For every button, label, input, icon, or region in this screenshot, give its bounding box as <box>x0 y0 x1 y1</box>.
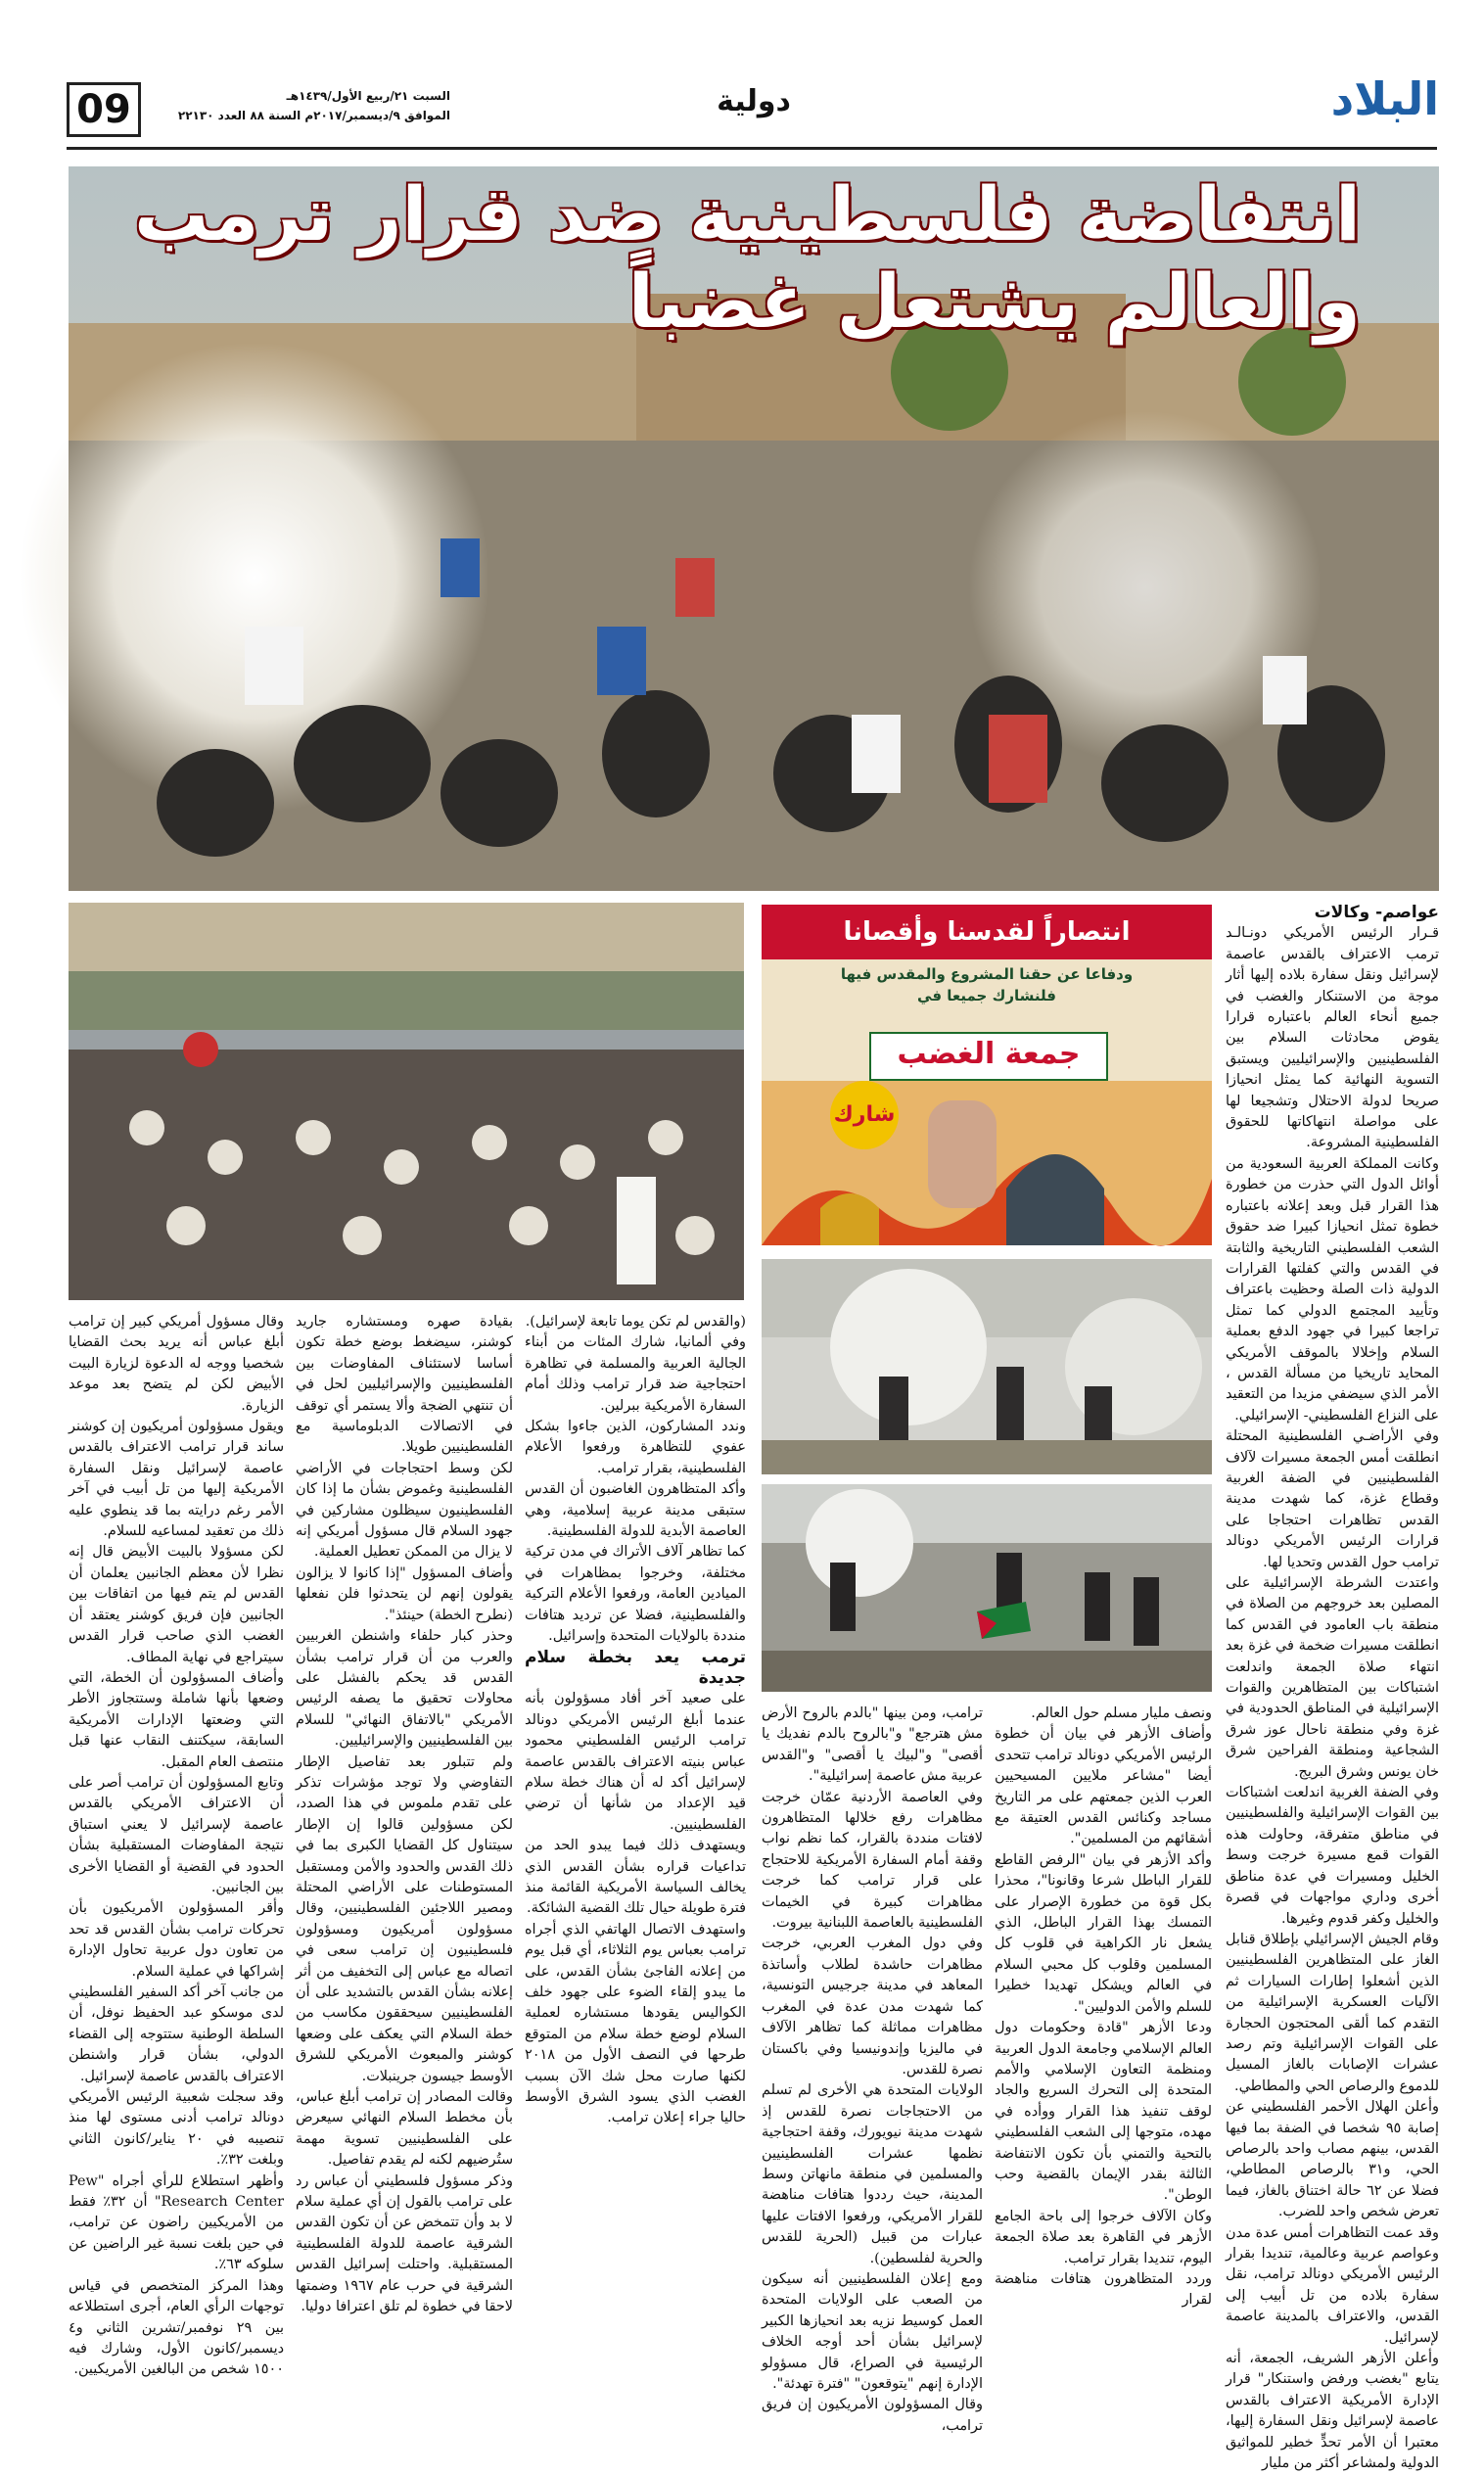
tear-gas-photo <box>762 1259 1212 1474</box>
paragraph: وقالت المصادر إن ترامب أبلغ عباس، بأن مخطط السلام النهائي سيعرض على الفلسطينيين تسوية مهمة ستُرضيهم لكنه لم يقدم تفاصيل. <box>296 2089 513 2169</box>
clash-photo <box>762 1484 1212 1692</box>
date-block <box>157 86 450 125</box>
poster-subtitle: ودفاعا عن حقنا المشروع والمقدس فيها فلنشارك جميعا في <box>840 965 1134 1004</box>
paragraph: وأضاف المسؤول "إذا كانوا لا يزالون يقولون إنهم لن يتحدثوا فلن نفعلها (نطرح الخطة) حينئذ". <box>296 1564 513 1623</box>
column-center <box>296 1312 513 2315</box>
paragraph: وفي الأراضـي الفلسطينية المحتلة انطلقت أمس الجمعة مسيرات لآلاف الفلسطينيين في الضفة الغربية وقطاع غزة، كما شهدت مدينة القدس تظاهرات احتجاجا على قرارات الرئيس الأمريكي دونالد ترامب حول القدس وتحديا لها. <box>1226 1428 1439 1570</box>
paragraph: وقد سجلت شعبية الرئيس الأمريكي دونالد ترامب أدنى مستوى لها منذ تنصيبه في ٢٠ يناير/كانون الثاني وبلغت ٣٢٪. <box>69 2089 284 2169</box>
dome-fist-art <box>762 1081 1212 1245</box>
page-number: 09 <box>67 82 141 137</box>
headline-band <box>78 169 1361 345</box>
paragraph: وفي العاصمة الأردنية عمّان خرجت مظاهرات رفع خلالها المتظاهرون لافتات منددة بالقرار، كما نظم نواب وقفة أمام السفارة الأمريكية للاحتجاج على قرار ترامب كما خرجت مظاهرات كبيرة في الخيمات الفلسطينية بالعاصمة اللبنانية بيروت. <box>762 1789 983 1932</box>
paragraph: وقال المسؤولون الأمريكيون إن فريق ترامب، <box>762 2397 983 2434</box>
paragraph: من جانب آخر أكد السفير الفلسطيني لدى موسكو عبد الحفيظ نوفل، أن السلطة الوطنية ستتوجه إلى القضاء الدولي، بشأن قرار واشنطن الاعتراف بالقدس عاصمة لإسرائيل. <box>69 1984 284 2084</box>
paragraph: وكانت المملكة العربية السعودية من أوائل الدول التي حذرت من خطورة هذا القرار قبل وبعد إعلانه باعتباره خطوة تمثل انحيازا كبيرا ضد حقوق الشعب الفلسطيني التاريخية والثابتة في القدس والتي كفلتها القرارات الدولية ذات الصلة وحظيت باعتراف وتأييد المجتمع الدولي كما تمثل تراجعا كبيرا في جهود الدفع بعملية السلام وإخلالا بالموقف الأمريكي المحايد تاريخيا من مسألة القدس ، الأمر الذي سيضفي مزيدا من التعقيد على النزاع الفلسطيني- الإسرائيلي. <box>1226 1155 1439 1424</box>
paragraph: وقال مسؤول أمريكي كبير إن ترامب أبلغ عباس أنه يريد بحث القضايا شخصيا ووجه له الدعوة لزيارة البيت الأبيض لكن لم يتضح بعد موعد الزيارة. <box>69 1314 284 1414</box>
paragraph: وفي دول المغرب العربي، خرجت مظاهرات حاشدة لطلاب وأساتذة المعاهد في مدينة جرجيس التونسية، كما شهدت مدن عدة في المغرب مظاهرات مماثلة كما تظاهر الآلاف في ماليزيا وإندونيسيا وفي باكستان نصرة للقدس. <box>762 1936 983 2077</box>
section-title: دولية <box>717 84 791 118</box>
paragraph: وأعلن الهلال الأحمر الفلسطيني عن إصابة ٩٥ شخصا في الضفة بما فيها القدس، بينهم مصاب واحد بالرصاص الحي، و٣١ بالرصاص المطاطي، فضلا عن ٦٢ حالة اختناق بالغاز، فيما تعرض شخص واحد للضرب. <box>1226 2099 1439 2220</box>
paragraph: وهذا المركز المتخصص في قياس توجهات الرأي العام، أجرى استطلاعه بين ٢٩ نوفمبر/تشرين الثاني و٤ ديسمبر/كانون الأول، وشارك فيه ١٥٠٠ شخص من البالغين الأمريكيين. <box>69 2277 284 2378</box>
paragraph: وكان الآلاف خرجوا إلى باحة الجامع الأزهر في القاهرة بعد صلاة الجمعة اليوم، تنديدا بقرار ترامب. <box>995 2208 1212 2266</box>
paragraph: وأكد المتظاهرون الغاضبون أن القدس ستبقى مدينة عربية إسلامية، وهي العاصمة الأبدية للدولة الفلسطينية. <box>525 1481 746 1540</box>
tear-gas-photo-art <box>762 1259 1212 1474</box>
main-headline: انتفاضة فلسطينية ضد قرار ترمب والعالم يشتعل غضباً <box>133 169 1361 345</box>
paragraph: وردد المتظاهرون هتافات مناهضة لقرار <box>995 2270 1212 2309</box>
column-right <box>1226 903 1439 2472</box>
clash-photo-art <box>762 1484 1212 1692</box>
paragraph: على صعيد آخر أفاد مسؤولون بأنه عندما أبلغ الرئيس الأمريكي دونالد ترامب الرئيس الفلسطيني محمود عباس بنيته الاعتراف بالقدس عاصمة لإسرائيل أكد له أن هناك خطة سلام قيد الإعداد من شأنها أن ترضي الفلسطينيين. <box>525 1691 746 1833</box>
date-gregorian: الموافق ٩/ديسمبر/٢٠١٧م السنة ٨٨ العدد ٢٢١٣٠ <box>177 109 450 122</box>
paragraph: الولايات المتحدة هي الأخرى لم تسلم من الاحتجاجات نصرة للقدس إذ شهدت مدينة نيويورك، وقفة احتجاجية نظمها عشرات الفلسطينيين والمسلمين في منطقة مانهاتن وسط المدينة، حيث رددوا هتافات مناهضة للقرار الأمريكي، ورفعوا الافتات عليها عبارات من قبيل (الحرية للقدس والحرية لفلسطين). <box>762 2082 983 2266</box>
paragraph: وقام الجيش الإسرائيلي بإطلاق قنابل الغاز على المتظاهرين الفلسطينيين الذين أشعلوا إطارات السيارات ثم الآليات العسكرية الإسرائيلية من التقدم كما ألقى المحتجون الحجارة على القوات الإسرائيلية وتم رصد عشرات الإصابات بالغاز المسيل للدموع والرصاص الحي والمطاطي. <box>1226 1931 1439 2094</box>
paragraph: وأقر المسؤولون الأمريكيون بأن تحركات ترامب بشأن القدس قد تحد من تعاون دول عربية تحاول الإدارة إشراكها في عملية السلام. <box>69 1900 284 1980</box>
paragraph: لكن وسط احتجاجات في الأراضي الفلسطينية وغموض بشأن ما إذا كان الفلسطينيون سيظلون مشاركين في جهود السلام قال مسؤول أمريكي إنه لا يزال من الممكن تعطيل العملية. <box>296 1460 513 1561</box>
date-hijri: السبت ٢١/ربيع الأول/١٤٣٩هـ <box>286 89 450 103</box>
paragraph: واستهدف الاتصال الهاتفي الذي أجراه ترامب بعباس يوم الثلاثاء، أي قبل يوم من إعلانه الفاجئ بشأن القدس، على ما يبدو إلقاء الضوء على جهود خلف الكواليس يقودها مستشاره لعملية السلام لوضع خطة سلام من المتوقع طرحها في النصف الأول من ٢٠١٨ لكنها صارت محل شك الآن بسبب الغضب الذي يسود الشرق الأوسط حاليا جراء إعلان ترامب. <box>525 1921 746 2126</box>
paragraph: قـرار الرئيس الأمريكي دونـالـد ترمب الاعتراف بالقدس عاصمة لإسرائيل ونقل سفارة بلاده إليها أثار موجة من الاستنكار والغضب في جميع أنحاء العالم باعتباره قرارا يقوض محادثات السلام بين الفلسطينيين والإسرائيليين ويستبق التسوية النهائية كما يمثل انحيازا صريحا لدولة الاحتلال وتشجيعا لها على مواصلة انتهاكاتها للحقوق الفلسطينية المشروعة. <box>1226 925 1439 1151</box>
paragraph: (والقدس لم تكن يوما تابعة لإسرائيل). <box>525 1314 746 1330</box>
paragraph: ومع إعلان الفلسطينيين أنه سيكون من الصعب على الولايات المتحدة العمل كوسيط نزيه بعد انحيازها الكبير لإسرائيل بشأن أحد أوجه الخلاف الرئيسية في الصراع، قال مسؤولو الإدارة إنهم "يتوقعون" "فترة تهدئة". <box>762 2270 983 2392</box>
column-mid-left <box>762 1704 983 2434</box>
poster-title: جمعة الغضب <box>869 1032 1108 1081</box>
poster-banner: انتصاراً لقدسنا وأقصانا <box>762 905 1212 959</box>
subheading: ترمب يعد بخطة سلام جديدة <box>525 1647 746 1688</box>
column-left <box>69 1312 285 2378</box>
paragraph: وأعلن الأزهر الشريف، الجمعة، أنه يتابع "بغضب ورفض واستنكار" قرار الإدارة الأمريكية الاعتراف بالقدس عاصمة لإسرائيل ونقل السفارة إليها، معتبرا أن الأمر تحدٍّ خطير للمواثيق الدولية ولمشاعر أكثر من مليار <box>1226 2351 1439 2472</box>
paragraph: ونصف مليار مسلم حول العالم. <box>1031 1705 1212 1721</box>
paragraph: وأظهر استطلاع للرأي أجراه "Pew Research Center" أن ٣٢٪ فقط من الأمريكيين راضون عن ترامب، في حين بلغت نسبة غير الراضين عن سلوكه ٦٣٪. <box>69 2172 285 2273</box>
column-mid-right <box>995 1704 1212 2309</box>
paragraph: واعتدت الشرطة الإسرائيلية على المصلين بعد خروجهم من الصلاة في منطقة باب العامود في القدس كما انطلقت مسيرات ضخمة في غزة بعد انتهاء صلاة الجمعة واندلعت اشتباكات بين المتظاهرين والقوات الإسرائيلية في المناطق الحدودية في غزة وفي منطقة ناحال عوز شرق الشجاعية ومنطقة الفراحين شرق خان يونس وشرق البريج. <box>1226 1575 1439 1780</box>
column-center-left <box>525 1312 746 2193</box>
paragraph: وقد عمت التظاهرات أمس عدة مدن وعواصم عربية وعالمية، تنديدا بقرار الرئيس الأمريكي دونالد ترامب، نقل سفارة بلاده من تل أبيب إلى القدس، والاعتراف بالمدينة عاصمة لإسرائيل. <box>1226 2224 1439 2346</box>
newspaper-logo: البلاد <box>1330 72 1439 125</box>
paragraph: وندد المشاركون، الذين جاءوا بشكل عفوي للتظاهرة ورفعوا الأعلام الفلسطينية، بقرار ترامب. <box>525 1419 746 1476</box>
dateline: عواصم- وكالات <box>1314 903 1439 922</box>
paragraph: وأكد الأزهر في بيان "الرفض القاطع للقرار الباطل شرعا وقانونا"، محذرا بكل قوة من خطورة الإصرار على التمسك بهذا القرار الباطل، الذي يشعل نار الكراهية في قلوب كل المسلمين وقلوب كل محبي السلام في العالم ويشكل تهديدا خطيرا للسلم والأمن الدوليين". <box>995 1851 1212 2015</box>
paragraph: وذكر مسؤول فلسطيني أن عباس رد على ترامب بالقول إن أي عملية سلام لا بد وأن تتمخض عن أن تكون القدس الشرقية عاصمة للدولة الفلسطينية المستقبلية. واحتلت إسرائيل القدس الشرقية في حرب عام ١٩٦٧ وضمتها لاحقا في خطوة لم تلق اعترافا دوليا. <box>296 2172 513 2315</box>
paragraph: وفي ألمانيا، شارك المئات من أبناء الجالية العربية والمسلمة في تظاهرة احتجاجية ضد قرار ترامب وذلك أمام السفارة الأمريكية ببرلين. <box>525 1334 746 1414</box>
header-divider <box>67 147 1437 150</box>
paragraph: بقيادة صهره ومستشاره جاريد كوشنر، سيضغط بوضع خطة تكون أساسا لاستئناف المفاوضات بين الفلسطينيين والإسرائيليين لحل في أن تنتهي الضجة وألا يستمر أي توقف في الاتصالات الدبلوماسية مع الفلسطينيين طويلا. <box>296 1314 513 1456</box>
paragraph: وأضاف الأزهر في بيان أن خطوة الرئيس الأمريكي دونالد ترامب تتحدى أيضا "مشاعر ملايين المسيحيين العرب الذين جمعتهم على مر التاريخ مساجد وكنائس القدس العتيقة مع أشقائهم من المسلمين". <box>995 1726 1212 1847</box>
paragraph: ويقول مسؤولون أمريكيون إن كوشنر ساند قرار ترامب الاعتراف بالقدس عاصمة لإسرائيل ونقل السفارة الأمريكية إليها من تل أبيب في آخر الأمر رغم درايته بما قد ينطوي عليه ذلك من تعقيد لمساعيه للسلام. <box>69 1419 284 1540</box>
paragraph: ويستهدف ذلك فيما يبدو الحد من تداعيات قراره بشأن القدس الذي يخالف السياسة الأمريكية القائمة منذ فترة طويلة حيال تلك القضية الشائكة. <box>525 1838 746 1917</box>
crowd-photo <box>69 903 744 1300</box>
paragraph: وفي الضفة الغربية اندلعت اشتباكات بين القوات الإسرائيلية والفلسطينيين في مناطق متفرقة، وحاولت هذه القوات قمع مسيرة خرجت وسط الخليل ومسيرات في عدة مناطق أخرى وداري مواجهات في قصرة والخليل وكفر قدوم وغيرها. <box>1226 1785 1439 1927</box>
paragraph: ولم تتبلور بعد تفاصيل الإطار التفاوضي ولا توجد مؤشرات تذكر على تقدم ملموس في هذا الصدد، لكن مسؤولين قالوا إن الإطار سيتناول كل القضايا الكبرى بما في ذلك القدس والحدود والأمن ومستقبل المستوطنات على الأراضي المحتلة ومصير اللاجئين الفلسطينيين، وقال مسؤولون أمريكيون ومسؤولون فلسطينيون إن ترامب سعى في اتصاله مع عباس إلى التخفيف من أثر إعلانه بشأن القدس بالتشديد على أن الفلسطينيين سيحققون مكاسب من خطة السلام التي يعكف على وضعها كوشنر والمبعوث الأمريكي للشرق الأوسط جيسون جرينبلات. <box>296 1753 513 2084</box>
paragraph: وتابع المسؤولون أن ترامب أصر على أن الاعتراف الأمريكي بالقدس عاصمة لإسرائيل لا يعني استباق نتيجة المفاوضات المستقبلية بشأن الحدود في القضية أو القضايا الأخرى بين الجانبين. <box>69 1774 284 1895</box>
crowd-photo-art <box>69 903 744 1300</box>
paragraph: ودعا الأزهر "قادة وحكومات دول العالم الإسلامي وجامعة الدول العربية ومنظمة التعاون الإسلامي والأمم المتحدة إلى التحرك السريع والجاد لوقف تنفيذ هذا القرار ووأده في مهده، متوجها إلى الشعب الفلسطيني بالتحية والتمني بأن تكون الانتفاضة الثالثة بقدر الإيمان بالقضية وحب الوطن". <box>995 2020 1212 2204</box>
share-badge: شارك <box>830 1081 899 1149</box>
paragraph: لكن مسؤولا بالبيت الأبيض قال إنه نظرا لأن معظم الجانبين يعلمان أن القدس لم يتم فيها من اتفاقات بين الجانبين فإن فريق كوشنر يعتقد أن الغضب الذي صاحب قرار القدس سيتراجع في نهاية المطاف. <box>69 1544 284 1665</box>
paragraph: وأضاف المسؤولون أن الخطة، التي وضعها بأنها شاملة وستتجاوز الأطر التي وضعتها الإدارات الأمريكية السابقة، سيكتنف النقاب عنها قبل منتصف العام المقبل. <box>69 1669 284 1770</box>
paragraph: كما تظاهر آلاف الأتراك في مدن تركية مختلفة، وخرجوا بمظاهرات في الميادين العامة، ورفعوا الأعلام التركية والفلسطينية، فضلا عن ترديد هتافات منددة بالولايات المتحدة وإسرائيل. <box>525 1544 746 1645</box>
paragraph: وحذر كبار حلفاء واشنطن الغربيين والعرب من أن قرار ترامب بشأن القدس قد يحكم بالفشل على محاولات تحقيق ما يصفه الرئيس الأمريكي "بالاتفاق النهائي" للسلام بين الفلسطينيين والإسرائيليين. <box>296 1628 513 1750</box>
friday-of-rage-poster <box>762 905 1212 1245</box>
paragraph: ترامب، ومن بينها "بالدم بالروح الأرض مش هترجع" و"بالروح بالدم نفديك يا أقصى" و"لبيك يا أقصى" و"القدس عربية مش عاصمة إسرائيلية". <box>762 1705 983 1785</box>
